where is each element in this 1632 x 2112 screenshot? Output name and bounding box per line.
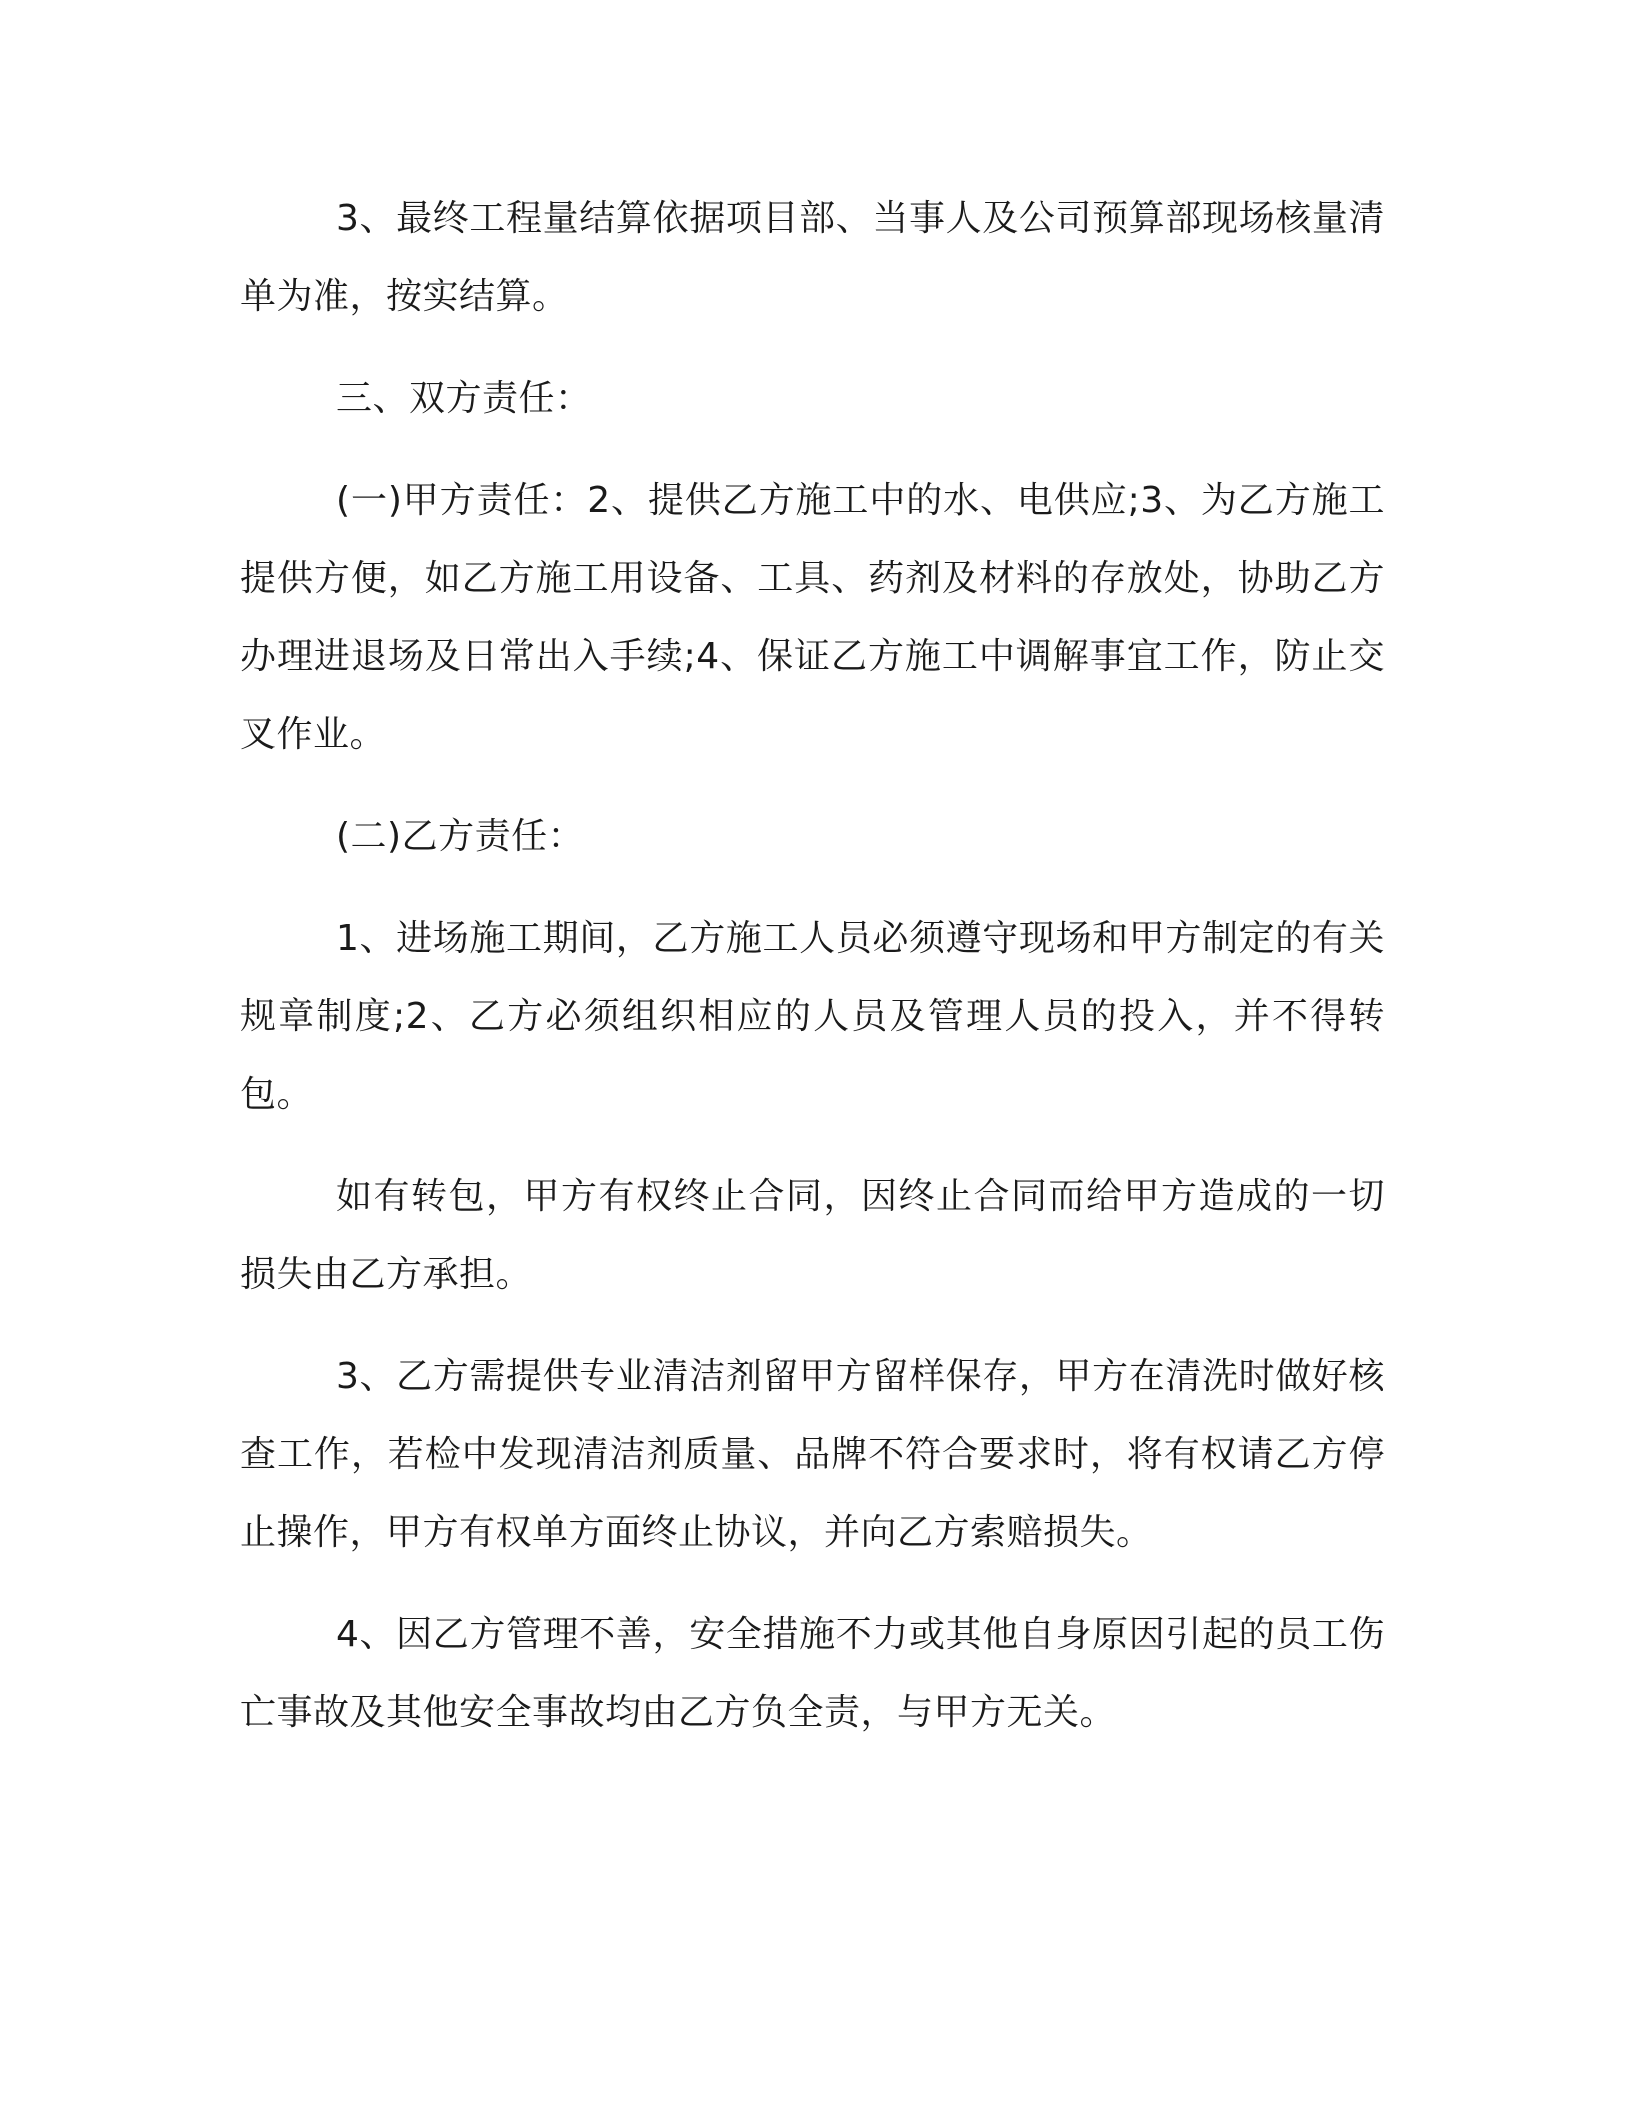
section-heading-responsibilities: 三、双方责任：	[336, 378, 592, 419]
paragraph-party-a-responsibilities: (一)甲方责任：2、提供乙方施工中的水、电供应;3、为乙方施工提供方便，如乙方施工用设备、工具、药剂及材料的存放处，协助乙方办理进退场及日常出入手续;4、保证乙方施工中调解事宜工作，防止交叉作业。	[240, 480, 1385, 755]
paragraph-party-b-rules: 1、进场施工期间，乙方施工人员必须遵守现场和甲方制定的有关规章制度;2、乙方必须组织相应的人员及管理人员的投入，并不得转包。	[240, 918, 1385, 1115]
paragraph-final-settlement: 3、最终工程量结算依据项目部、当事人及公司预算部现场核量清单为准，按实结算。	[240, 198, 1385, 317]
paragraph-safety-liability: 4、因乙方管理不善，安全措施不力或其他自身原因引起的员工伤亡事故及其他安全事故均由乙方负全责，与甲方无关。	[240, 1614, 1385, 1733]
document-body	[240, 180, 1385, 1776]
paragraph-cleaning-agent: 3、乙方需提供专业清洁剂留甲方留样保存，甲方在清洗时做好核查工作，若检中发现清洁剂质量、品牌不符合要求时，将有权请乙方停止操作，甲方有权单方面终止协议，并向乙方索赔损失。	[240, 1356, 1385, 1553]
paragraph-subcontract-penalty: 如有转包，甲方有权终止合同，因终止合同而给甲方造成的一切损失由乙方承担。	[240, 1176, 1385, 1295]
subheading-party-b-responsibilities: (二)乙方责任：	[336, 816, 585, 857]
